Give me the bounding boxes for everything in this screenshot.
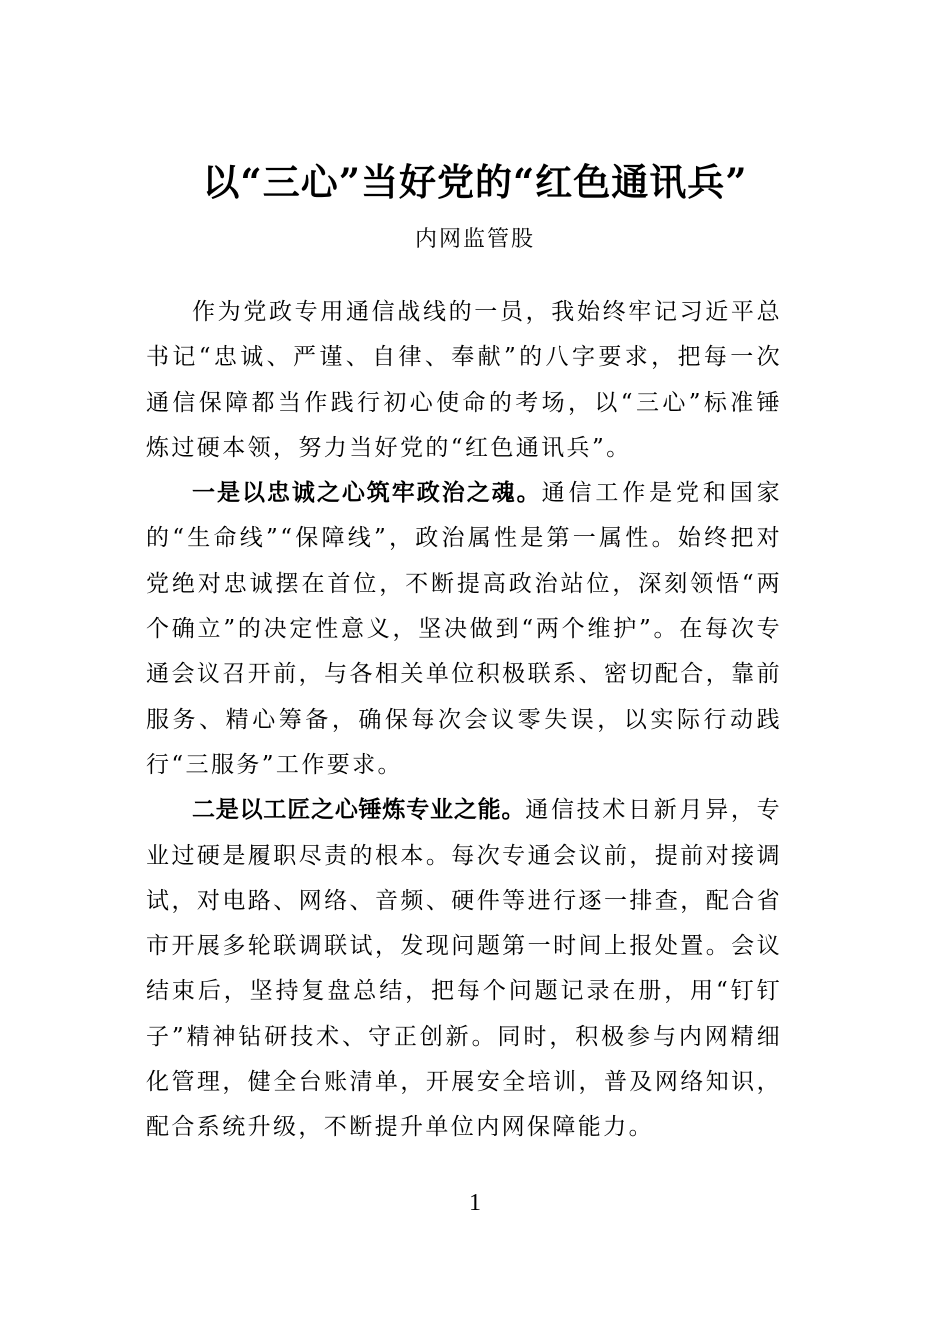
- paragraph-loyalty: [146, 471, 782, 788]
- paragraph-craftsmanship: [146, 788, 782, 1150]
- page-number: 1: [469, 1190, 481, 1216]
- paragraph-text: 通信技术日新月异，专业过硬是履职尽责的根本。每次专通会议前，提前对接调试，对电路、网络、音频、硬件等进行逐一排查，配合省市开展多轮联调联试，发现问题第一时间上报处置。会议结束后，坚持复盘总结，把每个问题记录在册，用“钉钉子”精神钻研技术、守正创新。同时，积极参与内网精细化管理，健全台账清单，开展安全培训，普及网络知识，配合系统升级，不断提升单位内网保障能力。: [146, 797, 783, 1141]
- paragraph-lead-heading: 二是以工匠之心锤炼专业之能。: [192, 797, 526, 824]
- document-title: 以“三心”当好党的“红色通讯兵”: [202, 160, 748, 204]
- document-body: [146, 290, 782, 1151]
- document-author: 内网监管股: [414, 227, 535, 252]
- paragraph-text: 通信工作是党和国家的“生命线”“保障线”，政治属性是第一属性。始终把对党绝对忠诚摆在首位，不断提高政治站位，深刻领悟“两个确立”的决定性意义，坚决做到“两个维护”。在每次专通会议召开前，与各相关单位积极联系、密切配合，靠前服务、精心筹备，确保每次会议零失误，以实际行动践行“三服务”工作要求。: [146, 480, 783, 778]
- paragraph-intro: [146, 290, 782, 471]
- paragraph-text: 作为党政专用通信战线的一员，我始终牢记习近平总书记“忠诚、严谨、自律、奉献”的八字要求，把每一次通信保障都当作践行初心使命的考场，以“三心”标准锤炼过硬本领，努力当好党的“红色通讯兵”。: [146, 299, 782, 461]
- paragraph-lead-heading: 一是以忠诚之心筑牢政治之魂。: [192, 480, 542, 507]
